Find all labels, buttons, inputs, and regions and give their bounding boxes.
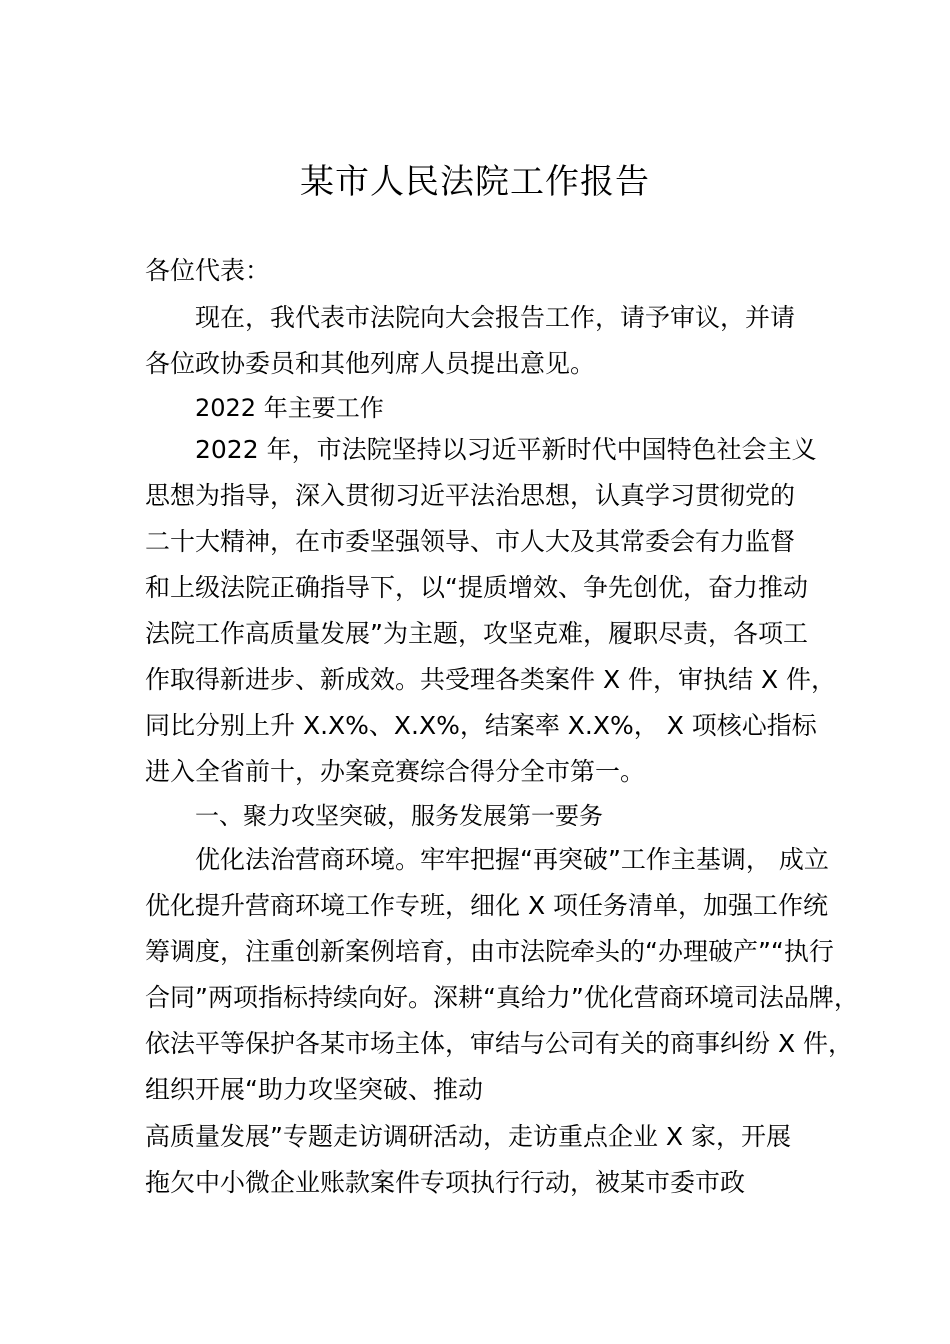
part-one-line-4: 合同”两项指标持续向好。深耕“真给力”优化营商环境司法品牌， xyxy=(145,983,859,1012)
summary-line-8: 进入全省前十，办案竞赛综合得分全市第一。 xyxy=(145,757,646,786)
part-one-heading: 一、聚力攻坚突破，服务发展第一要务 xyxy=(195,802,603,830)
intro-line-1: 现在，我代表市法院向大会报告工作，请予审议，并请 xyxy=(195,303,796,332)
salutation: 各位代表： xyxy=(145,256,271,285)
summary-line-4: 和上级法院正确指导下，以“提质增效、争先创优，奋力推动 xyxy=(145,573,808,602)
section-heading: 2022 年主要工作 xyxy=(195,394,384,422)
part-one-line-6: 组织开展“助力攻坚突破、推动 xyxy=(145,1075,483,1104)
summary-line-3: 二十大精神，在市委坚强领导、市人大及其常委会有力监督 xyxy=(145,527,796,556)
summary-line-1: 2022 年，市法院坚持以习近平新时代中国特色社会主义 xyxy=(195,435,817,464)
summary-line-7: 同比分别上升 X.X%、X.X%，结案率 X.X%， X 项核心指标 xyxy=(145,711,817,740)
summary-line-5: 法院工作高质量发展”为主题，攻坚克难，履职尽责，各项工 xyxy=(145,619,808,648)
part-one-line-8: 拖欠中小微企业账款案件专项执行行动，被某市委市政 xyxy=(145,1168,746,1197)
summary-line-2: 思想为指导，深入贯彻习近平法治思想，认真学习贯彻党的 xyxy=(145,481,796,510)
part-one-line-3: 筹调度，注重创新案例培育，由市法院牵头的“办理破产”“执行 xyxy=(145,937,834,966)
part-one-line-7: 高质量发展”专题走访调研活动，走访重点企业 X 家，开展 xyxy=(145,1122,791,1151)
part-one-line-5: 依法平等保护各某市场主体，审结与公司有关的商事纠纷 X 件， xyxy=(145,1029,854,1058)
part-one-line-2: 优化提升营商环境工作专班，细化 X 项任务清单，加强工作统 xyxy=(145,891,829,920)
summary-line-6: 作取得新进步、新成效。共受理各类案件 X 件，审执结 X 件， xyxy=(145,665,837,694)
part-one-line-1: 优化法治营商环境。牢牢把握“再突破”工作主基调， 成立 xyxy=(195,845,829,874)
intro-line-2: 各位政协委员和其他列席人员提出意见。 xyxy=(145,349,596,378)
document-title: 某市人民法院工作报告 xyxy=(300,162,650,202)
